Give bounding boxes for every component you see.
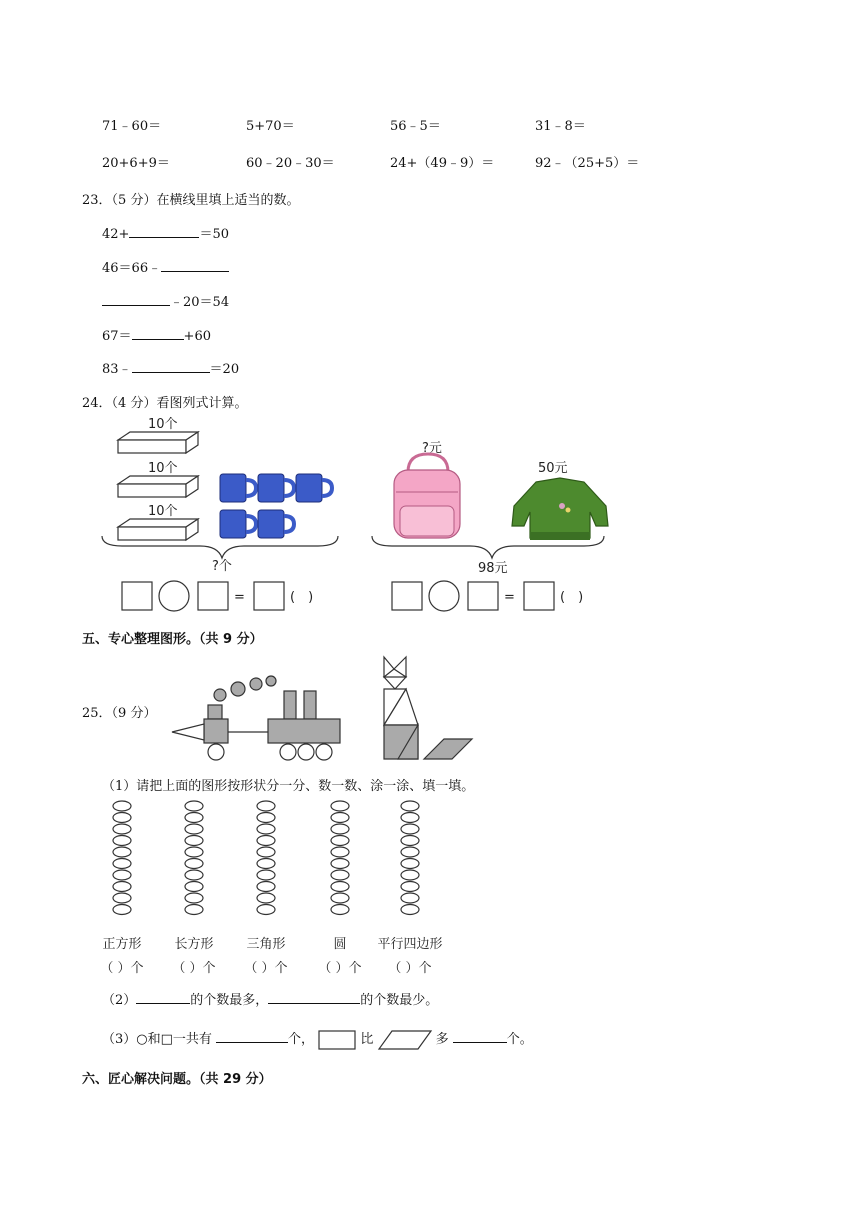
color-oval[interactable] xyxy=(331,836,349,846)
color-oval[interactable] xyxy=(257,905,275,915)
shape-count-label: （ ）个 xyxy=(172,961,216,976)
color-oval[interactable] xyxy=(113,905,131,915)
shape-count-label: （ ）个 xyxy=(244,961,288,976)
color-oval[interactable] xyxy=(185,859,203,869)
operator-circle xyxy=(429,581,459,611)
cabin-rect xyxy=(204,719,228,743)
window-rect xyxy=(304,691,316,719)
rectangle-shape-icon xyxy=(318,1030,356,1050)
fill-line xyxy=(102,291,229,310)
question-23-title: 23．（5 分）在横线里填上适当的数。 xyxy=(82,193,300,208)
answer-blank[interactable] xyxy=(136,991,190,1004)
color-oval[interactable] xyxy=(401,813,419,823)
answer-box xyxy=(198,582,228,610)
cup-icon xyxy=(258,474,294,502)
fill-line-prefix: 83﹣ xyxy=(102,362,132,377)
total-label: 98元 xyxy=(478,561,508,576)
calc-item: 24+（49﹣9）＝ xyxy=(390,156,495,171)
color-oval[interactable] xyxy=(257,801,275,811)
answer-blank[interactable] xyxy=(453,1030,507,1043)
part-3-prefix: （3）○和□一共有 xyxy=(102,1032,212,1047)
boxes-cups-figure xyxy=(100,414,350,619)
color-oval[interactable] xyxy=(113,882,131,892)
sweater-icon xyxy=(512,478,608,540)
part-1-text: （1）请把上面的图形按形状分一分、数一数、涂一涂、填一填。 xyxy=(102,779,475,794)
color-oval[interactable] xyxy=(185,882,203,892)
color-oval[interactable] xyxy=(257,847,275,857)
calc-item: 20+6+9＝ xyxy=(102,156,170,171)
front-triangle xyxy=(172,724,204,740)
smoke-circle xyxy=(231,682,245,696)
part-3-compare: 比 xyxy=(360,1032,374,1047)
color-oval[interactable] xyxy=(331,859,349,869)
bag-sweater-figure xyxy=(370,414,620,619)
answer-blank[interactable] xyxy=(268,991,360,1004)
answer-box xyxy=(524,582,554,610)
part-2-line xyxy=(102,989,438,1008)
color-oval[interactable] xyxy=(257,893,275,903)
color-oval[interactable] xyxy=(331,813,349,823)
color-oval[interactable] xyxy=(185,893,203,903)
shape-name-label: 三角形 xyxy=(246,937,286,952)
color-oval[interactable] xyxy=(257,836,275,846)
backpack-icon xyxy=(394,454,460,538)
box-label: 10个 xyxy=(148,504,178,519)
color-oval[interactable] xyxy=(113,813,131,823)
color-oval[interactable] xyxy=(113,836,131,846)
parallelogram-shape-icon xyxy=(378,1030,432,1050)
color-oval[interactable] xyxy=(113,801,131,811)
cup-icon xyxy=(220,474,256,502)
fill-line xyxy=(102,325,211,344)
color-oval[interactable] xyxy=(401,905,419,915)
color-oval[interactable] xyxy=(401,859,419,869)
window-rect xyxy=(284,691,296,719)
part-2-suffix: 的个数最少。 xyxy=(360,993,439,1008)
body-rect xyxy=(268,719,340,743)
section-heading-5: 五、专心整理图形。（共 9 分） xyxy=(82,632,263,647)
wheel-circle xyxy=(208,744,224,760)
color-oval[interactable] xyxy=(185,870,203,880)
color-oval[interactable] xyxy=(401,836,419,846)
color-oval[interactable] xyxy=(113,859,131,869)
color-oval[interactable] xyxy=(331,905,349,915)
answer-blank[interactable] xyxy=(129,225,199,238)
color-oval[interactable] xyxy=(401,824,419,834)
question-24-title: 24．（4 分）看图列式计算。 xyxy=(82,396,248,411)
fox-figure xyxy=(378,655,478,765)
color-oval[interactable] xyxy=(113,893,131,903)
answer-blank[interactable] xyxy=(132,360,210,373)
section-heading-6: 六、匠心解决问题。（共 29 分） xyxy=(82,1072,272,1087)
color-oval[interactable] xyxy=(185,801,203,811)
color-oval[interactable] xyxy=(401,882,419,892)
answer-box xyxy=(392,582,422,610)
color-oval[interactable] xyxy=(185,813,203,823)
color-oval[interactable] xyxy=(331,882,349,892)
smoke-circle xyxy=(266,676,276,686)
box-icon xyxy=(118,432,198,453)
fill-line xyxy=(102,223,229,242)
fill-line-suffix: ＝20 xyxy=(209,362,240,377)
calc-item: 71﹣60＝ xyxy=(102,119,162,134)
cup-icon xyxy=(296,474,332,502)
unit-paren: ( ) xyxy=(560,590,584,605)
shape-count-label: （ ）个 xyxy=(318,961,362,976)
smoke-circle xyxy=(214,689,226,701)
fill-line-prefix: 46＝66﹣ xyxy=(102,261,162,276)
fill-line-prefix: 67＝ xyxy=(102,329,132,344)
color-oval[interactable] xyxy=(257,870,275,880)
fill-line xyxy=(102,257,229,276)
color-oval[interactable] xyxy=(331,847,349,857)
sweater-price: 50元 xyxy=(538,461,568,476)
calc-item: 60﹣20﹣30＝ xyxy=(246,156,335,171)
answer-blank[interactable] xyxy=(216,1030,288,1043)
box-icon xyxy=(118,519,198,540)
answer-blank[interactable] xyxy=(132,327,184,340)
box-label: 10个 xyxy=(148,417,178,432)
calc-item: 31﹣8＝ xyxy=(535,119,586,134)
color-oval[interactable] xyxy=(401,893,419,903)
part-2-prefix: （2） xyxy=(102,993,137,1008)
operator-circle xyxy=(159,581,189,611)
equals-sign: = xyxy=(504,590,515,605)
shape-count-label: （ ）个 xyxy=(100,961,144,976)
calc-item: 92﹣（25+5）＝ xyxy=(535,156,640,171)
cup-icon xyxy=(258,510,294,538)
answer-box xyxy=(468,582,498,610)
color-oval[interactable] xyxy=(185,905,203,915)
color-oval[interactable] xyxy=(331,801,349,811)
chimney-square xyxy=(208,705,222,719)
shape-count-label: （ ）个 xyxy=(388,961,432,976)
fill-line-prefix: 42+ xyxy=(102,227,130,242)
wheel-circle xyxy=(280,744,296,760)
color-oval[interactable] xyxy=(113,824,131,834)
unit-paren: ( ) xyxy=(290,590,314,605)
part-2-middle: 的个数最多， xyxy=(190,993,269,1008)
box-label: 10个 xyxy=(148,461,178,476)
color-oval[interactable] xyxy=(257,824,275,834)
shape-name-label: 圆 xyxy=(333,937,347,952)
color-oval[interactable] xyxy=(401,801,419,811)
fill-line-suffix: ＝50 xyxy=(199,227,229,242)
color-oval[interactable] xyxy=(401,870,419,880)
color-oval[interactable] xyxy=(331,870,349,880)
color-oval[interactable] xyxy=(185,824,203,834)
bag-price: ?元 xyxy=(422,441,442,456)
wheel-circle xyxy=(298,744,314,760)
answer-blank[interactable] xyxy=(161,259,229,272)
counting-chart xyxy=(96,798,466,978)
answer-blank[interactable] xyxy=(102,293,170,306)
part-3-more: 多 xyxy=(435,1032,449,1047)
part-3-line xyxy=(102,1028,533,1050)
part-3-unit: 个， xyxy=(288,1032,315,1047)
smoke-circle xyxy=(250,678,262,690)
equals-sign: = xyxy=(234,590,245,605)
color-oval[interactable] xyxy=(331,893,349,903)
color-oval[interactable] xyxy=(113,847,131,857)
color-oval[interactable] xyxy=(185,847,203,857)
calc-item: 5+70＝ xyxy=(246,119,295,134)
question-25-title: 25．（9 分） xyxy=(82,706,157,721)
box-icon xyxy=(118,476,198,497)
answer-box xyxy=(122,582,152,610)
calc-item: 56﹣5＝ xyxy=(390,119,441,134)
part-3-suffix: 个。 xyxy=(506,1032,533,1047)
color-oval[interactable] xyxy=(257,813,275,823)
total-label: ?个 xyxy=(212,559,232,574)
answer-box xyxy=(254,582,284,610)
fill-line-suffix: +60 xyxy=(183,329,211,344)
color-oval[interactable] xyxy=(185,836,203,846)
color-oval[interactable] xyxy=(331,824,349,834)
shape-name-label: 平行四边形 xyxy=(377,937,443,952)
shape-name-label: 长方形 xyxy=(174,937,214,952)
train-figure xyxy=(168,672,348,764)
cup-icon xyxy=(220,510,256,538)
fill-line xyxy=(102,358,239,377)
color-oval[interactable] xyxy=(401,847,419,857)
color-oval[interactable] xyxy=(257,859,275,869)
wheel-circle xyxy=(316,744,332,760)
fill-line-suffix: ﹣20＝54 xyxy=(170,295,230,310)
color-oval[interactable] xyxy=(257,882,275,892)
shape-name-label: 正方形 xyxy=(102,937,142,952)
color-oval[interactable] xyxy=(113,870,131,880)
